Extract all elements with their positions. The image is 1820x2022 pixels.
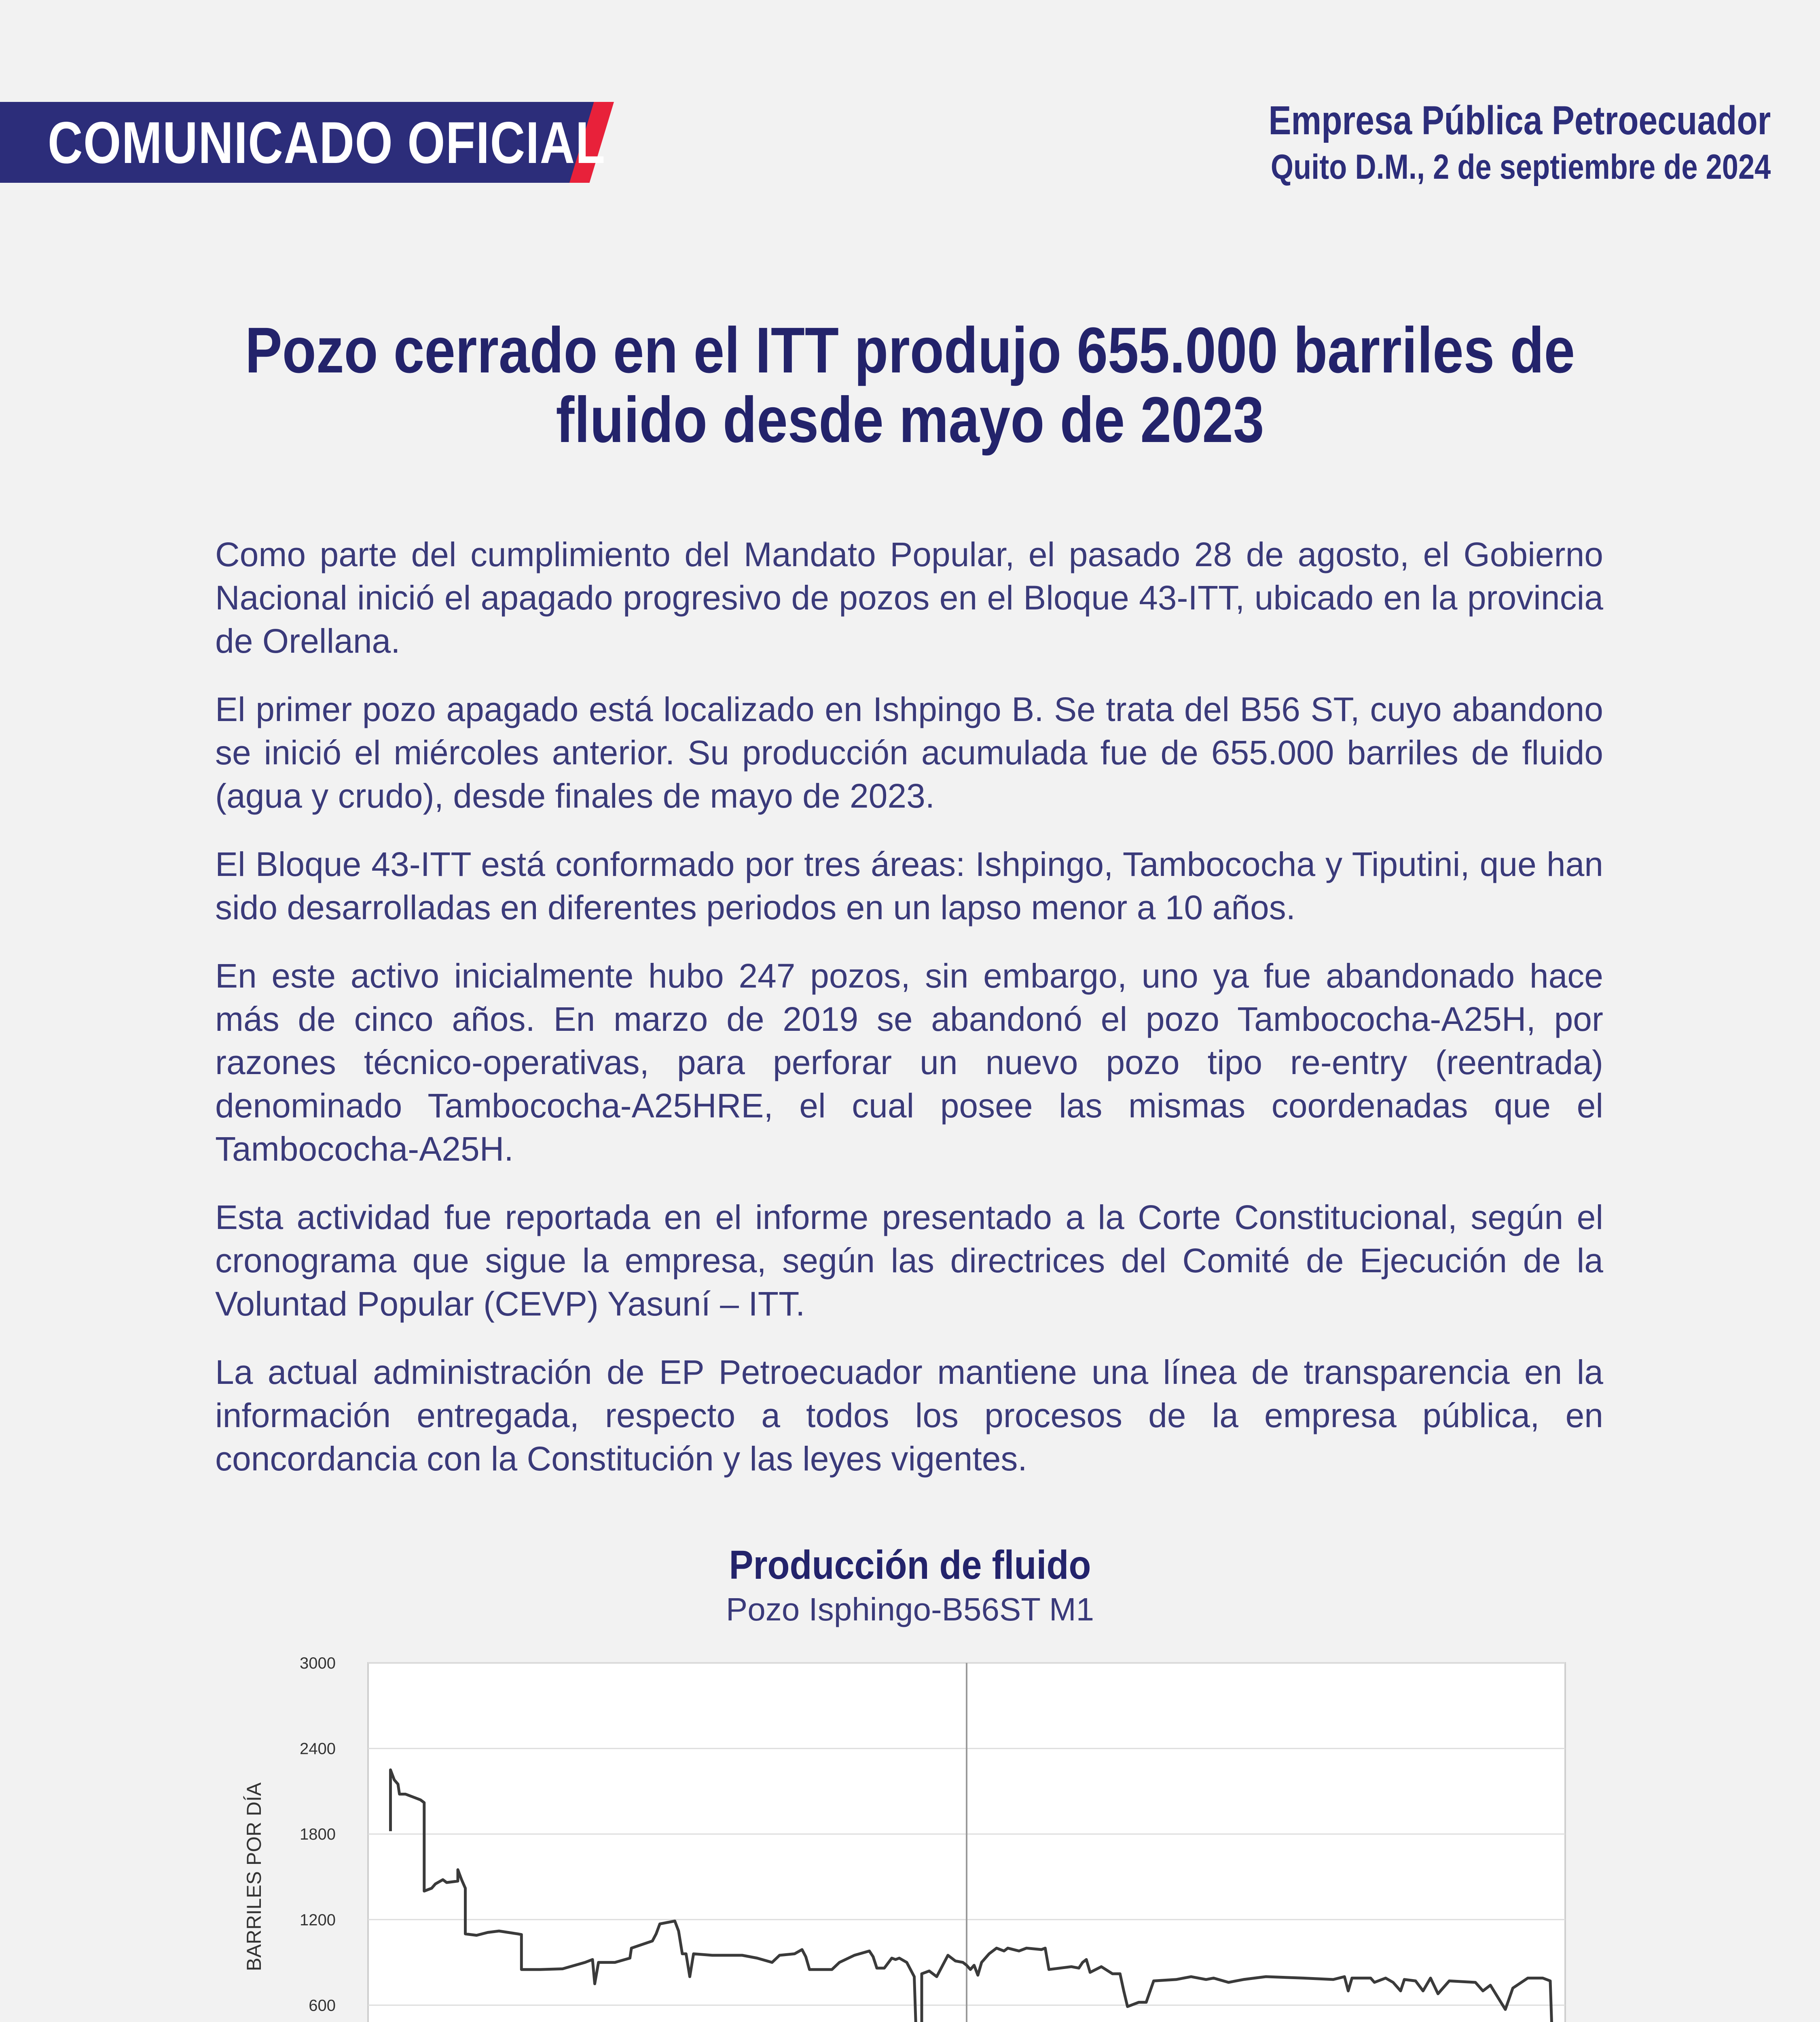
comunicado-badge: COMUNICADO OFICIAL [48, 110, 606, 176]
paragraph: Esta actividad fue reportada en el informe presentado a la Corte Constitucional, según el cronograma que sigue la empresa, según las directrices del Comité de Ejecución de la Voluntad Popular (CEVP) Yasuní – ITT. [215, 1198, 1603, 1323]
title-line-1: Pozo cerrado en el ITT produjo 655.000 barriles de [245, 314, 1575, 386]
y-tick-label: 1200 [300, 1911, 336, 1929]
paragraph: El Bloque 43-ITT está conformado por tres áreas: Ishpingo, Tambococha y Tiputini, que han sido desarrolladas en diferentes periodos en un lapso menor a 10 años. [215, 845, 1603, 926]
paragraph: El primer pozo apagado está localizado en Ishpingo B. Se trata del B56 ST, cuyo abandono se inició el miércoles anterior. Su producción acumulada fue de 655.000 barriles de fluido (agua y crudo), desde finales de mayo de 2023. [215, 690, 1603, 815]
chart-title: Producción de fluido [729, 1542, 1091, 1588]
y-tick-label: 600 [309, 1997, 336, 2015]
paragraph: Como parte del cumplimiento del Mandato Popular, el pasado 28 de agosto, el Gobierno Nacional inició el apagado progresivo de pozos en el Bloque 43-ITT, ubicado en la provincia de Orellana. [215, 535, 1603, 660]
org-name: Empresa Pública Petroecuador [1268, 98, 1771, 143]
title-line-2: fluido desde mayo de 2023 [556, 383, 1264, 456]
paragraph: La actual administración de EP Petroecuador mantiene una línea de transparencia en la información entregada, respecto a todos los procesos de la empresa pública, en concordancia con la Constitución y las leyes vigentes. [215, 1353, 1603, 1478]
chart-subtitle: Pozo Isphingo-B56ST M1 [726, 1591, 1094, 1627]
y-axis-label: BARRILES POR DÍA [243, 1782, 265, 1971]
y-tick-label: 1800 [300, 1825, 336, 1844]
date-line: Quito D.M., 2 de septiembre de 2024 [1270, 148, 1771, 186]
y-tick-label: 2400 [300, 1740, 336, 1758]
paragraph: En este activo inicialmente hubo 247 pozos, sin embargo, uno ya fue abandonado hace más de cinco años. En marzo de 2019 se abandonó el pozo Tambococha-A25H, por razones técnico-operativas, para perforar un nuevo pozo tipo re-entry (reentrada) denominado Tambococha-A25HRE, el cual posee las mismas coordenadas que el Tambococha-A25H. [215, 957, 1603, 1168]
y-tick-label: 3000 [300, 1654, 336, 1672]
